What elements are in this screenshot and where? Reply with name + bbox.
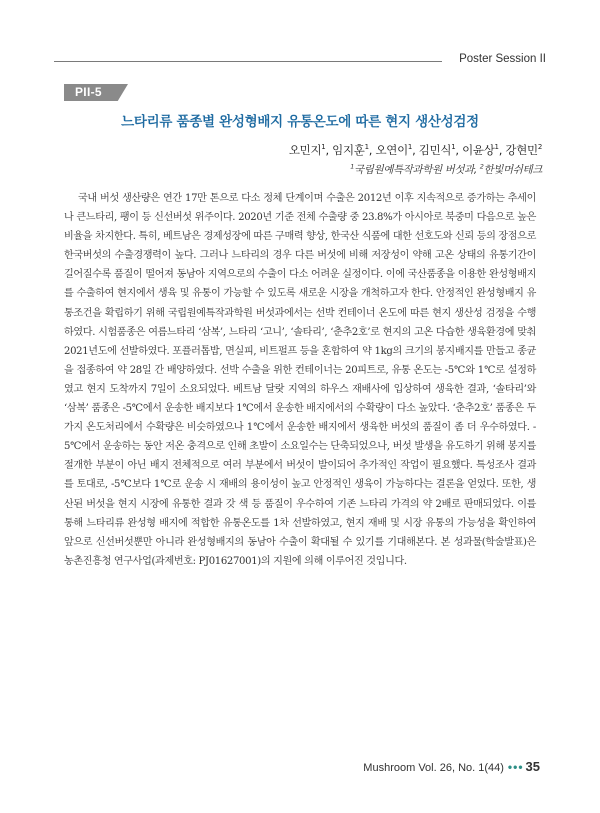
author-affil-mark: 1 [494,143,499,152]
author-name: 오민지 [288,143,322,157]
affiliation-list: $^1$국립원예특작과학원 버섯과, $^2$한빛머쉬테크 [350,162,542,176]
author-name: 오연이 [375,143,408,157]
author-name: 이윤상 [462,143,495,157]
affiliation-name: 국립원예특작과학원 버섯과 [354,164,474,176]
author-name: 김민식 [418,143,452,157]
journal-citation: Mushroom Vol. 26, No. 1(44) [363,762,504,774]
page-number: 35 [525,759,540,774]
abstract-body: 국내 버섯 생산량은 연간 17만 톤으로 다소 정체 단계이며 수출은 2012년 이후 지속적으로 증가하는 추세이나 큰느타리, 팽이 등 신선버섯 위주이다. 2020년 기준 전체 수출량 중 23.8%가 아시아로 북중미 다음으로 높은 비율을 차지한다. 특히, 베트남은 경제성장에 따른 구매력 향상, 한국산 식품에 대한 선호도와 신뢰 등의 장점으로 한국버섯의 수출경쟁력이 높다. 그러나 느타리의 경우 다른 버섯에 비해 저장성이 약해 고온 상태의 유통기간이 길어질수록 품질이 떨어져 동남아 지역으로의 수출이 다소 어려운 실정이다. 이에 국산품종을 이용한 완성형배지를 수출하여 현지에서 생육 및 유통이 가능할 수 있도록 새로운 시장을 개척하고자 한다. 안정적인 완성형배지 유통조건을 확립하기 위해 국립원예특작과학원 버섯과에서는 선박 컨테이너 온도에 따른 현지 생산성 검정을 수행하였다. 시험품종은 여름느타리 ‘삼복’, 느타리 ‘고니’, ‘솔타리’, ‘춘추2호’로 현지의 고온 다습한 생육환경에 맞춰 2021년도에 선발하였다. 포플러톱밥, 면실피, 비트펄프 등을 혼합하여 약 1kg의 크기의 봉지배지를 만들고 종균을 접종하여 약 28일 간 배양하였다. 선박 수출을 위한 컨테이너는 20피트로, 유통 온도는 -5℃와 1℃로 설정하였고 현지 도착까지 7일이 소요되었다. 베트남 달랏 지역의 하우스 재배사에 입상하여 생육한 결과, ‘솔타리’와 ‘삼복’ 품종은 -5℃에서 운송한 배지보다 1℃에서 운송한 배지에서의 수확량이 다소 높았다. ‘춘추2호’ 품종은 두 가지 온도처리에서 수확량은 비슷하였으나 1℃에서 운송한 배지에서 생육한 버섯의 품질이 좀 더 우수하였다. -5℃에서 운송하는 동안 저온 충격으로 인해 초발이 소요일수는 단축되었으나, 버섯 발생을 유도하기 위해 봉지를 절개한 부분이 아닌 배지 전체적으로 여러 부분에서 버섯이 발이되어 추가적인 작업이 필요했다. 특성조사 결과를 토대로, -5℃보다 1℃로 운송 시 재배의 용이성이 높고 안정적인 생육이 가능하다는 결론을 얻었다. 또한, 생산된 버섯을 현지 시장에 유통한 결과 갓 색 등 품질이 우수하여 기존 느타리 가격의 약 2배로 판매되었다. 이를 통해 느타리류 완성형 배지에 적합한 유통온도를 1차 선발하였고, 현지 재배 및 시장 유통의 가능성을 확인하여 앞으로 신선버섯뿐만 아니라 완성형배지의 동남아 수출이 확대될 수 있기를 기대해본다. 본 성과물(학술발표)은 농촌진흥청 연구사업(과제번호: PJ01627001)의 지원에 의해 이루어진 것입니다. [64,193,536,567]
paper-title: 느타리류 품종별 완성형배지 유통온도에 따른 현지 생산성검정 [121,114,479,130]
author-name: 임지훈 [332,143,365,157]
affiliation-name: 한빛머쉬테크 [483,164,542,176]
author-name: 강현민 [505,143,538,157]
header-rule [54,61,442,62]
author-affil-mark: 1 [451,143,456,152]
badge-label: PII-5 [75,85,102,99]
author-affil-mark: 2 [537,143,542,152]
section-label: Poster Session II [459,53,546,65]
page-footer [363,758,540,776]
session-badge [64,84,128,101]
affil-mark: 1 [350,162,355,171]
author-affil-mark: 1 [407,143,413,152]
footer-dots: ••• [507,760,524,774]
author-affil-mark: 1 [321,143,326,152]
author-affil-mark: 1 [364,143,369,152]
author-list: 오민지$^1$, 임지훈$^1$, 오연이$^1$, 김민식$^1$, 이윤상$^1$, 강현민$^2$ [288,143,542,157]
affil-mark: 2 [479,162,484,171]
